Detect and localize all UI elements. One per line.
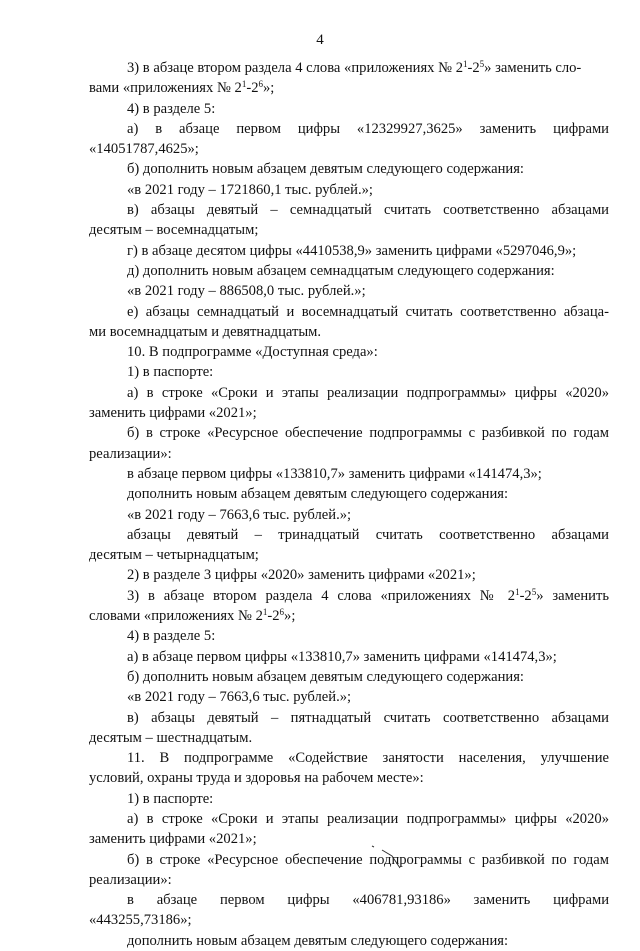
text-run: «в 2021 году – 886508,0 тыс. рублей.»;	[127, 283, 366, 300]
text-line	[89, 159, 609, 179]
text-line	[89, 870, 609, 890]
text-line	[89, 58, 609, 78]
text-run: в абзаце первом цифры «406781,93186» заменить цифрами	[127, 892, 609, 909]
text-run: а) в абзаце первом цифры «133810,7» заменить цифрами «141474,3»;	[127, 648, 557, 665]
text-run: в) абзацы девятый – пятнадцатый считать соответственно абзацами	[127, 709, 609, 726]
text-run: а) в строке «Сроки и этапы реализации подпрограммы» цифры «2020»	[127, 810, 609, 827]
superscript: 6	[279, 607, 285, 618]
text-run: реализации»:	[89, 871, 172, 888]
text-run: дополнить новым абзацем девятым следующего содержания:	[127, 486, 509, 503]
text-line	[89, 362, 609, 382]
pen-mark	[370, 842, 410, 872]
text-run: реализации»:	[89, 445, 172, 462]
text-run: 3) в абзаце втором раздела 4 слова «приложениях № 2	[127, 587, 516, 604]
text-line	[89, 322, 609, 342]
text-line	[89, 342, 609, 362]
text-line	[89, 78, 609, 98]
text-run: в) абзацы девятый – семнадцатый считать соответственно абзацами	[127, 202, 609, 219]
text-line	[89, 464, 609, 484]
text-line	[89, 809, 609, 829]
text-line	[89, 768, 609, 788]
text-run: 4) в разделе 5:	[127, 100, 216, 117]
text-run: «в 2021 году – 1721860,1 тыс. рублей.»;	[127, 181, 373, 198]
text-line	[89, 484, 609, 504]
text-run: »;	[284, 608, 296, 625]
text-run: б) дополнить новым абзацем девятым следующего содержания:	[127, 161, 524, 178]
text-line	[89, 890, 609, 910]
text-run: 2) в разделе 3 цифры «2020» заменить цифрами «2021»;	[127, 567, 476, 584]
text-run: «443255,73186»;	[89, 912, 192, 929]
text-run: «14051787,4625»;	[89, 141, 199, 158]
text-line	[89, 139, 609, 159]
text-run: 1) в паспорте:	[127, 364, 214, 381]
text-run: абзацы девятый – тринадцатый считать соответственно абзацами	[127, 526, 609, 543]
text-line	[89, 565, 609, 585]
text-run: заменить цифрами «2021»;	[89, 831, 257, 848]
text-line	[89, 748, 609, 768]
text-run: десятым – четырнадцатым;	[89, 547, 259, 564]
superscript: 1	[515, 586, 520, 597]
text-line	[89, 403, 609, 423]
text-line	[89, 931, 609, 951]
text-run: «в 2021 году – 7663,6 тыс. рублей.»;	[127, 506, 352, 523]
text-run: десятым – восемнадцатым;	[89, 222, 259, 239]
text-line	[89, 606, 609, 626]
text-line	[89, 444, 609, 464]
superscript: 1	[262, 607, 268, 618]
text-run: 1) в паспорте:	[127, 790, 214, 807]
superscript: 1	[463, 59, 468, 69]
text-run: вами «приложениях № 2	[89, 80, 242, 97]
text-line	[89, 850, 609, 870]
text-run: в абзаце первом цифры «133810,7» заменить цифрами «141474,3»;	[127, 465, 542, 482]
text-line	[89, 586, 609, 606]
document-body	[89, 58, 609, 951]
text-run: б) дополнить новым абзацем девятым следующего содержания:	[127, 668, 524, 685]
text-line	[89, 119, 609, 139]
text-line	[89, 200, 609, 220]
text-run: «в 2021 году – 7663,6 тыс. рублей.»;	[127, 689, 352, 706]
text-run: е) абзацы семнадцатый и восемнадцатый считать соответственно абзаца-	[127, 303, 609, 320]
text-run: »;	[263, 80, 275, 97]
text-line	[89, 505, 609, 525]
text-line	[89, 241, 609, 261]
text-run: -2	[467, 60, 480, 76]
text-run: дополнить новым абзацем девятым следующего содержания:	[127, 932, 509, 949]
text-run: ми восемнадцатым и девятнадцатым.	[89, 323, 322, 340]
text-run: 3) в абзаце втором раздела 4 слова «приложениях № 2	[127, 60, 463, 76]
text-run: б) в строке «Ресурсное обеспечение подпрограммы с разбивкой по годам	[127, 425, 609, 442]
text-line	[89, 545, 609, 565]
text-line	[89, 910, 609, 930]
text-run: 4) в разделе 5:	[127, 628, 216, 645]
text-line	[89, 647, 609, 667]
text-line	[89, 829, 609, 849]
page-number: 4	[316, 32, 324, 48]
text-run: д) дополнить новым абзацем семнадцатым следующего содержания:	[127, 262, 555, 279]
superscript: 5	[531, 586, 537, 597]
text-line	[89, 626, 609, 646]
text-line	[89, 302, 609, 322]
superscript: 6	[258, 79, 263, 90]
text-run: а) в абзаце первом цифры «12329927,3625» заменить цифрами	[127, 120, 609, 137]
text-line	[89, 220, 609, 240]
text-run: словами «приложениях № 2	[89, 608, 263, 625]
text-line	[89, 789, 609, 809]
text-run: » заменить сло-	[484, 60, 582, 76]
text-run: » заменить	[536, 587, 609, 604]
text-line	[89, 728, 609, 748]
text-line	[89, 99, 609, 119]
text-run: десятым – шестнадцатым.	[89, 729, 253, 746]
text-run: б) в строке «Ресурсное обеспечение подпрограммы с разбивкой по годам	[127, 851, 609, 868]
text-run: заменить цифрами «2021»;	[89, 405, 257, 422]
text-line	[89, 261, 609, 281]
text-line	[89, 423, 609, 443]
text-run: -2	[246, 80, 259, 97]
text-line	[89, 180, 609, 200]
text-run: а) в строке «Сроки и этапы реализации подпрограммы» цифры «2020»	[127, 384, 609, 401]
superscript: 1	[241, 79, 247, 90]
text-run: -2	[267, 608, 280, 625]
text-line	[89, 525, 609, 545]
text-run: г) в абзаце десятом цифры «4410538,9» заменить цифрами «5297046,9»;	[127, 242, 577, 259]
superscript: 5	[479, 59, 485, 69]
text-line	[89, 667, 609, 687]
text-line	[89, 708, 609, 728]
text-run: 11. В подпрограмме «Содействие занятости населения, улучшение	[127, 750, 609, 767]
text-line	[89, 383, 609, 403]
text-run: -2	[519, 587, 532, 604]
text-run: условий, охраны труда и здоровья на рабочем месте»:	[89, 770, 424, 787]
text-line	[89, 687, 609, 707]
text-line	[89, 281, 609, 301]
text-run: 10. В подпрограмме «Доступная среда»:	[127, 344, 378, 361]
